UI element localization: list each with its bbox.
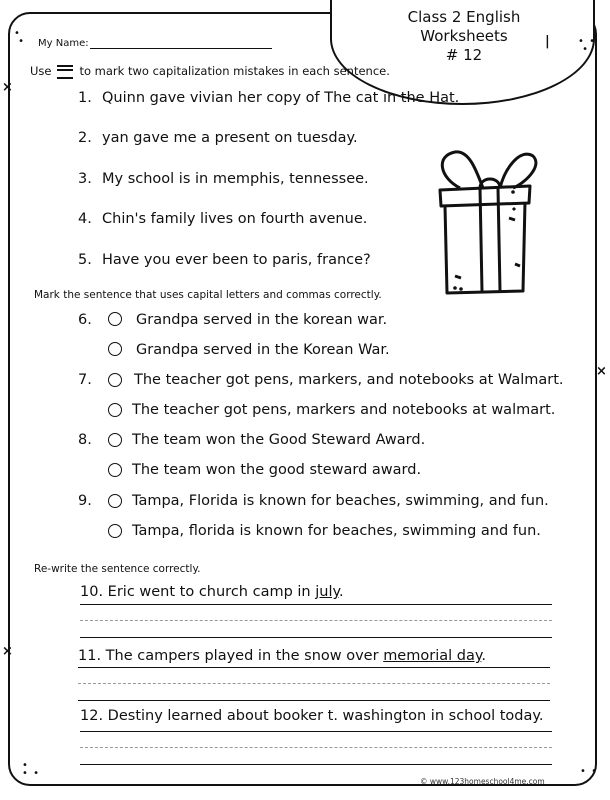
question-9-option-a-radio[interactable] — [108, 494, 122, 508]
answer-line[interactable] — [80, 604, 552, 605]
name-label: My Name: — [38, 38, 89, 49]
question-8-option-b-radio[interactable] — [108, 463, 122, 477]
title-line-2: Worksheets — [420, 27, 508, 45]
instruction-part3: Re-write the sentence correctly. — [34, 563, 201, 575]
question-8-number: 8. — [78, 432, 92, 448]
answer-line[interactable] — [78, 700, 550, 701]
question-underlined: memorial day — [383, 648, 482, 664]
decor-tick-icon: × — [2, 644, 13, 659]
decor-dots-icon: • • — [580, 766, 598, 777]
question-text: Have you ever been to paris, france? — [102, 252, 371, 268]
question-text: The campers played in the snow over — [105, 648, 379, 664]
instruction-after: to mark two capitalization mistakes in each sentence. — [79, 64, 390, 78]
question-11 — [78, 648, 486, 664]
answer-line[interactable] — [80, 731, 552, 732]
triple-underline-icon — [57, 65, 73, 79]
answer-guide — [80, 747, 552, 748]
decor-tick-icon: | — [545, 34, 550, 49]
gift-box-icon — [425, 148, 545, 298]
question-8-option-a-radio[interactable] — [108, 433, 122, 447]
decor-dots-icon: • • — [14, 28, 26, 47]
decor-dots-icon: • • • — [578, 36, 596, 55]
question-9-option-a: Tampa, Florida is known for beaches, swimming, and fun. — [132, 493, 549, 509]
decor-tick-icon: × — [2, 80, 13, 95]
answer-line[interactable] — [80, 764, 552, 765]
worksheet-title — [360, 8, 568, 65]
answer-line[interactable] — [78, 667, 550, 668]
question-number: 12. — [80, 708, 104, 724]
question-number: 11. — [78, 648, 102, 664]
question-5 — [78, 252, 371, 268]
question-number: 5. — [78, 252, 92, 268]
question-underlined: july — [315, 584, 339, 600]
title-line-3: # 12 — [445, 46, 483, 64]
question-7-option-a: The teacher got pens, markers, and notebooks at Walmart. — [134, 372, 564, 388]
decor-dots-icon: • • • — [22, 760, 40, 779]
answer-guide — [78, 683, 550, 684]
title-line-1: Class 2 English — [407, 8, 521, 26]
question-9-option-b: Tampa, florida is known for beaches, swimming and fun. — [132, 523, 541, 539]
question-7-number: 7. — [78, 372, 92, 388]
question-4 — [78, 211, 367, 227]
question-7-option-b-radio[interactable] — [108, 403, 122, 417]
question-7-option-a-radio[interactable] — [108, 373, 122, 387]
question-end: . — [481, 648, 486, 664]
instruction-before: Use — [30, 64, 52, 78]
question-text: Quinn gave vivian her copy of The cat in the Hat. — [102, 90, 460, 106]
question-number: 2. — [78, 130, 92, 146]
question-number: 1. — [78, 90, 92, 106]
instruction-part2: Mark the sentence that uses capital letters and commas correctly. — [34, 289, 382, 301]
name-write-line[interactable] — [90, 48, 272, 49]
question-12 — [80, 708, 544, 724]
question-3 — [78, 171, 369, 187]
question-6-option-a: Grandpa served in the korean war. — [136, 312, 388, 328]
answer-line[interactable] — [80, 637, 552, 638]
question-10 — [80, 584, 344, 600]
worksheet-frame — [8, 12, 597, 786]
question-6-option-b-radio[interactable] — [108, 342, 122, 356]
question-text: Chin's family lives on fourth avenue. — [102, 211, 368, 227]
question-9-option-b-radio[interactable] — [108, 524, 122, 538]
question-6-option-b: Grandpa served in the Korean War. — [136, 342, 390, 358]
copyright-text: © www.123homeschool4me.com — [420, 777, 545, 786]
instruction-part1 — [30, 64, 390, 79]
question-text: Eric went to church camp in — [107, 584, 311, 600]
question-7-option-b: The teacher got pens, markers and notebooks at walmart. — [132, 402, 556, 418]
question-text: Destiny learned about booker t. washington in school today. — [107, 708, 544, 724]
question-1 — [78, 90, 459, 106]
question-text: My school is in memphis, tennessee. — [102, 171, 369, 187]
question-text: yan gave me a present on tuesday. — [102, 130, 358, 146]
question-9-number: 9. — [78, 493, 92, 509]
question-8-option-a: The team won the Good Steward Award. — [132, 432, 426, 448]
question-6-option-a-radio[interactable] — [108, 312, 122, 326]
question-8-option-b: The team won the good steward award. — [132, 462, 422, 478]
question-2 — [78, 130, 358, 146]
decor-tick-icon: × — [596, 364, 607, 379]
answer-guide — [80, 620, 552, 621]
question-6-number: 6. — [78, 312, 92, 328]
question-number: 10. — [80, 584, 104, 600]
question-end: . — [339, 584, 344, 600]
question-number: 3. — [78, 171, 92, 187]
question-number: 4. — [78, 211, 92, 227]
